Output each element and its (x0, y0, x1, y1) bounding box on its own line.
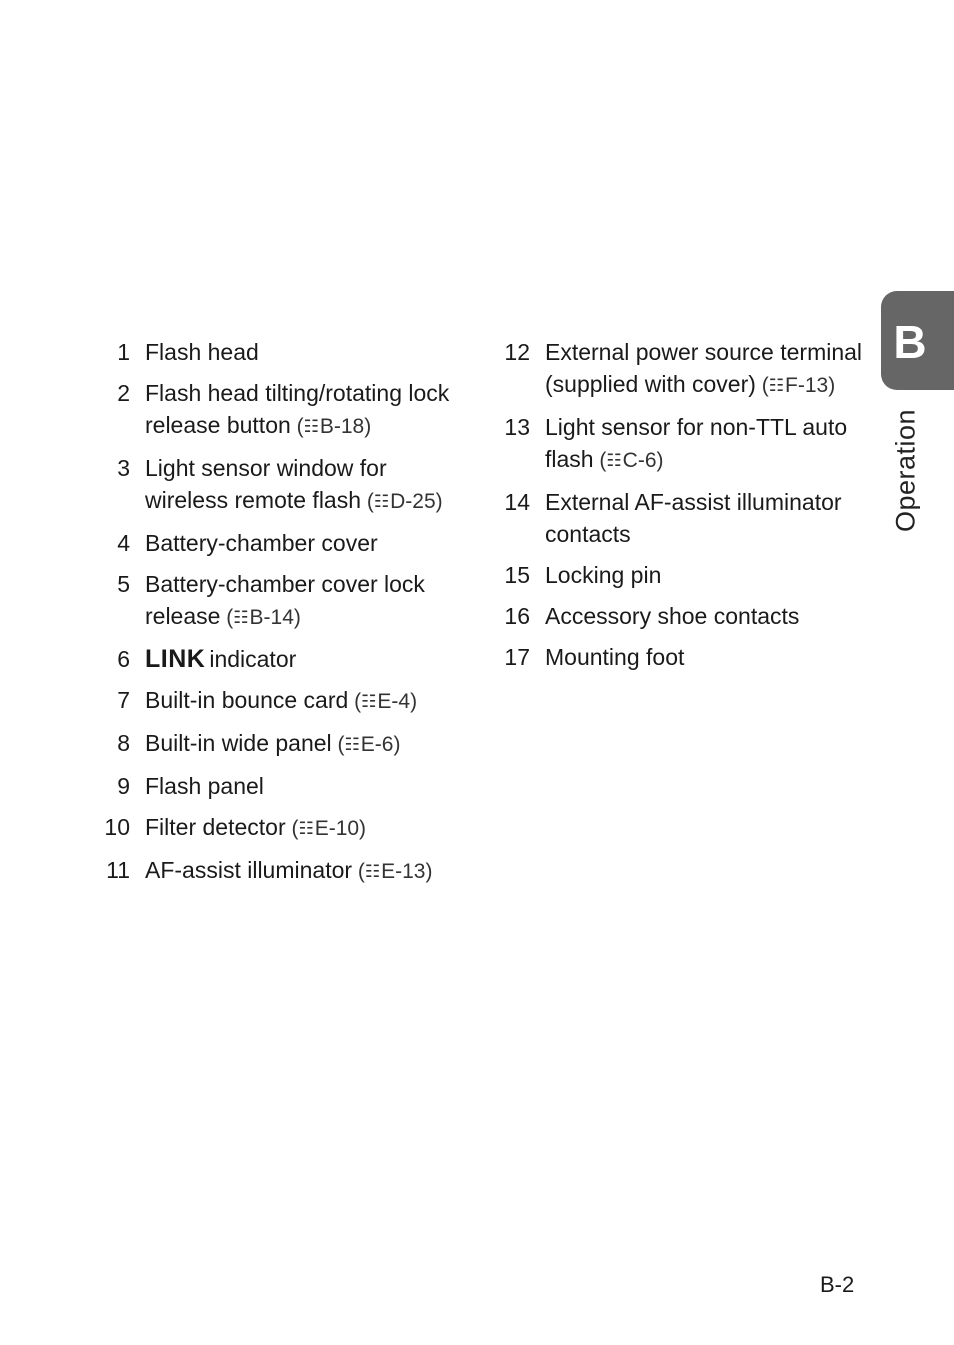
item-label: Battery-chamber cover lock release (145, 571, 425, 629)
list-item (96, 811, 476, 845)
item-number: 7 (117, 687, 130, 713)
item-number: 15 (504, 562, 530, 588)
page-reference-code: B-14 (249, 606, 294, 629)
item-label: Mounting foot (545, 644, 685, 670)
book-icon: ☷ (768, 376, 784, 395)
section-tab-letter: B (893, 316, 927, 368)
book-icon: ☷ (364, 862, 381, 881)
item-label: Flash head tilting/rotating lock release button (145, 380, 450, 438)
item-text (145, 452, 476, 518)
book-icon: ☷ (303, 417, 319, 436)
item-text (145, 684, 476, 718)
book-icon: ☷ (298, 819, 314, 838)
item-text (545, 559, 866, 591)
book-icon: ☷ (606, 451, 622, 470)
list-item (96, 377, 476, 443)
section-label: Operation (890, 408, 921, 533)
book-icon: ☷ (361, 692, 377, 711)
item-label: External power source terminal (supplied with cover) (545, 339, 863, 397)
parts-list-right (496, 336, 866, 682)
item-number: 17 (504, 644, 530, 670)
item-number: 1 (117, 339, 130, 365)
list-item (496, 411, 866, 477)
page-reference-code: C-6 (622, 449, 657, 472)
item-number: 12 (504, 339, 530, 365)
page-reference[interactable]: (☷E-4) (348, 690, 417, 713)
item-number: 16 (504, 603, 530, 629)
parts-list-left (96, 336, 476, 897)
list-item (96, 527, 476, 559)
list-item (96, 727, 476, 761)
item-text (145, 727, 476, 761)
item-label: Accessory shoe contacts (545, 603, 800, 629)
list-item (496, 486, 866, 550)
page-reference-code: E-6 (360, 733, 394, 756)
list-item (496, 641, 866, 673)
list-item (96, 643, 476, 675)
page-reference[interactable]: (☷E-13) (352, 860, 432, 883)
item-number: 4 (117, 530, 130, 556)
book-icon: ☷ (373, 492, 390, 511)
link-indicator-label: LINK (145, 645, 206, 673)
item-text (145, 643, 476, 675)
item-number: 5 (117, 571, 130, 597)
item-number: 13 (504, 414, 530, 440)
item-number: 3 (117, 455, 130, 481)
item-number: 10 (104, 814, 130, 840)
item-text (545, 411, 866, 477)
page-reference[interactable]: (☷C-6) (594, 449, 664, 472)
page-reference[interactable]: (☷D-25) (361, 490, 443, 513)
item-text (545, 336, 866, 402)
item-text (145, 377, 476, 443)
item-label: Flash head (145, 339, 259, 365)
list-item (496, 559, 866, 591)
item-number: 9 (117, 773, 130, 799)
item-number: 2 (117, 380, 130, 406)
page-reference-code: E-10 (314, 817, 360, 840)
item-text (545, 641, 866, 673)
item-number: 11 (106, 857, 130, 883)
item-label: Flash panel (145, 773, 264, 799)
item-label: External AF-assist illuminator contacts (545, 489, 842, 547)
list-item (496, 336, 866, 402)
item-label: Light sensor window for wireless remote flash (145, 455, 387, 513)
list-item (96, 770, 476, 802)
item-text (145, 811, 476, 845)
page-reference[interactable]: (☷E-10) (286, 817, 366, 840)
page-reference-code: E-13 (381, 860, 426, 883)
item-label: Filter detector (145, 814, 286, 840)
item-number: 6 (117, 646, 130, 672)
book-icon: ☷ (233, 608, 249, 627)
item-text (145, 854, 476, 888)
page-reference-code: B-18 (319, 415, 365, 438)
list-item (96, 336, 476, 368)
list-item (96, 452, 476, 518)
item-text (145, 568, 476, 634)
item-number: 14 (504, 489, 530, 515)
item-label: Locking pin (545, 562, 662, 588)
list-item (96, 684, 476, 718)
page-number: B-2 (820, 1272, 855, 1297)
page-reference[interactable]: (☷B-18) (291, 415, 371, 438)
item-label: AF-assist illuminator (145, 857, 353, 883)
item-label: Battery-chamber cover (145, 530, 378, 556)
item-label: Built-in wide panel (145, 730, 332, 756)
item-number: 8 (117, 730, 130, 756)
page-reference-code: D-25 (390, 490, 436, 513)
item-text (545, 486, 866, 550)
item-text (145, 527, 476, 559)
page-reference-code: F-13 (785, 374, 829, 397)
item-text (145, 770, 476, 802)
item-label: Built-in bounce card (145, 687, 349, 713)
item-text (145, 336, 476, 368)
page-reference[interactable]: (☷B-14) (220, 606, 300, 629)
list-item (496, 600, 866, 632)
page-reference[interactable]: (☷F-13) (756, 374, 835, 397)
page-reference[interactable]: (☷E-6) (332, 733, 401, 756)
item-label: indicator (209, 646, 297, 672)
list-item (96, 854, 476, 888)
list-item (96, 568, 476, 634)
item-label: Light sensor for non-TTL auto flash (545, 414, 848, 472)
book-icon: ☷ (344, 735, 360, 754)
item-text (545, 600, 866, 632)
page-reference-code: E-4 (377, 690, 411, 713)
